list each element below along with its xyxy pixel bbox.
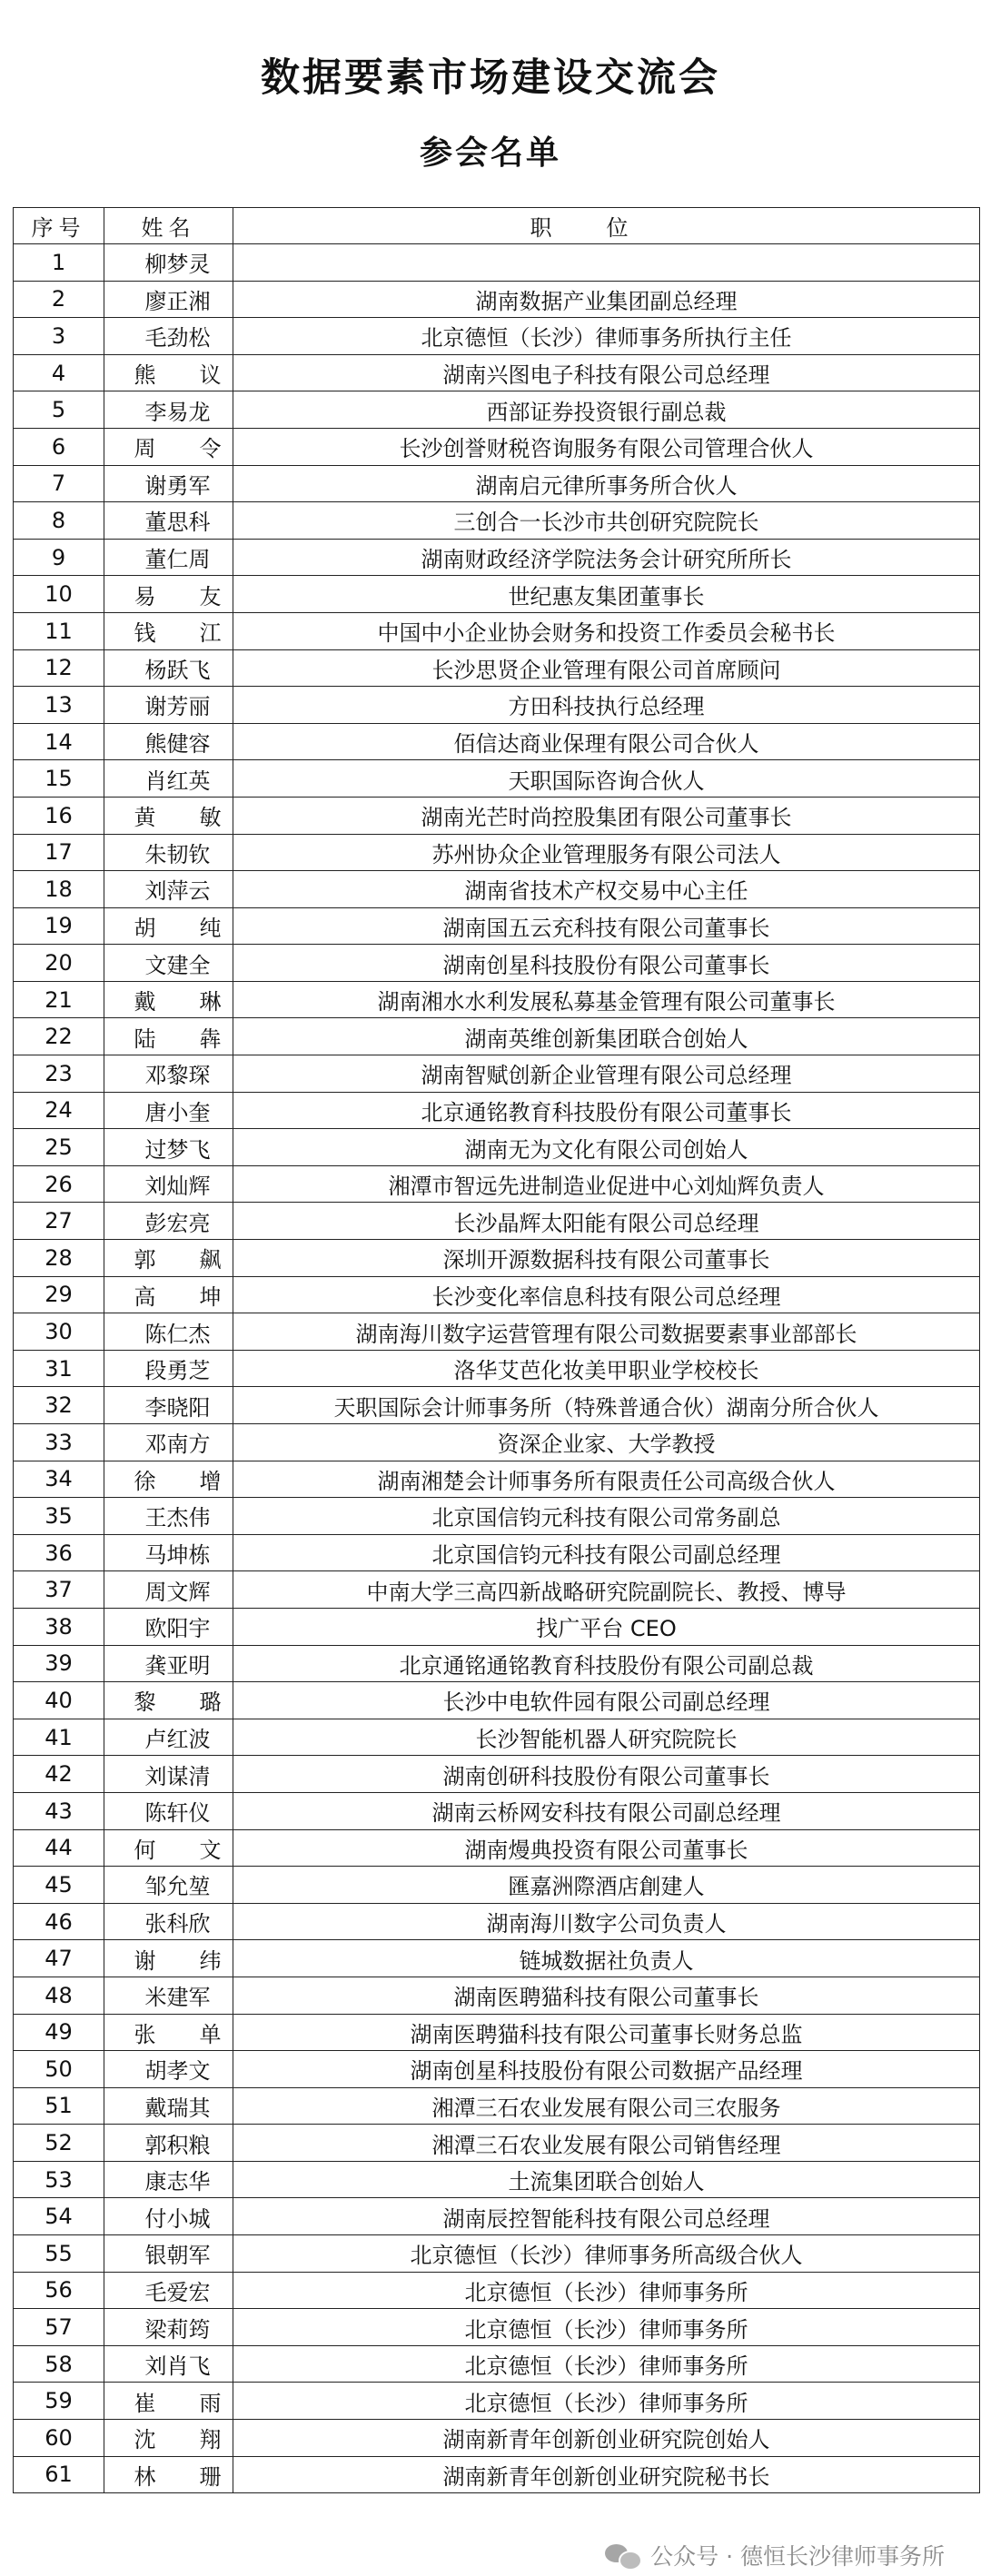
row-name: 龚亚明 [104, 1645, 233, 1682]
table-row [14, 1608, 980, 1645]
table-row [14, 1719, 980, 1756]
row-name: 周 令 [104, 428, 233, 465]
row-seq: 49 [14, 2014, 104, 2051]
row-seq: 12 [14, 649, 104, 687]
row-name: 杨跃飞 [104, 649, 233, 687]
row-position: 长沙智能机器人研究院院长 [233, 1719, 980, 1756]
row-position: 湖南启元律所事务所合伙人 [233, 465, 980, 502]
row-name: 谢 纬 [104, 1940, 233, 1977]
row-name: 马坤栋 [104, 1534, 233, 1571]
row-seq: 55 [14, 2235, 104, 2273]
table-row [14, 1571, 980, 1609]
table-row [14, 2456, 980, 2493]
table-row [14, 354, 980, 391]
table-row [14, 1792, 980, 1829]
row-seq: 38 [14, 1608, 104, 1645]
row-position: 找广平台 CEO [233, 1608, 980, 1645]
header-seq: 序号 [14, 208, 104, 244]
row-seq: 40 [14, 1682, 104, 1719]
row-position: 湖南海川数字运营管理有限公司数据要素事业部部长 [233, 1313, 980, 1351]
row-position: 湖南创研科技股份有限公司董事长 [233, 1756, 980, 1793]
row-position: 佰信达商业保理有限公司合伙人 [233, 723, 980, 760]
row-seq: 58 [14, 2345, 104, 2383]
row-seq: 51 [14, 2087, 104, 2125]
row-seq: 42 [14, 1756, 104, 1793]
row-seq: 9 [14, 539, 104, 576]
table-row [14, 576, 980, 613]
row-seq: 7 [14, 465, 104, 502]
table-row [14, 2198, 980, 2235]
header-position: 职位 [233, 208, 980, 244]
row-position: 三创合一长沙市共创研究院院长 [233, 502, 980, 540]
row-position: 洛华艾芭化妆美甲职业学校校长 [233, 1350, 980, 1387]
row-seq: 34 [14, 1461, 104, 1498]
row-position: 湖南海川数字公司负责人 [233, 1903, 980, 1940]
table-row [14, 2014, 980, 2051]
row-position: 链城数据社负责人 [233, 1940, 980, 1977]
row-position: 长沙思贤企业管理有限公司首席顾问 [233, 649, 980, 687]
table-row [14, 2125, 980, 2162]
row-position: 湖南辰控智能科技有限公司总经理 [233, 2198, 980, 2235]
row-seq: 46 [14, 1903, 104, 1940]
row-position: 湖南湘水水利发展私募基金管理有限公司董事长 [233, 981, 980, 1018]
row-name: 熊健容 [104, 723, 233, 760]
table-row [14, 2235, 980, 2273]
row-position: 长沙中电软件园有限公司副总经理 [233, 1682, 980, 1719]
table-row [14, 2420, 980, 2457]
row-name: 黄 敏 [104, 797, 233, 834]
document-subtitle: 参会名单 [419, 134, 561, 172]
row-name: 文建全 [104, 945, 233, 982]
row-name: 过梦飞 [104, 1129, 233, 1166]
table-row [14, 1682, 980, 1719]
row-name: 刘灿辉 [104, 1165, 233, 1203]
table-row [14, 2309, 980, 2346]
row-name: 彭宏亮 [104, 1203, 233, 1240]
row-name: 熊 议 [104, 354, 233, 391]
document-title: 数据要素市场建设交流会 [261, 55, 720, 101]
row-seq: 44 [14, 1829, 104, 1867]
table-row [14, 1829, 980, 1867]
row-position: 湖南兴图电子科技有限公司总经理 [233, 354, 980, 391]
table-row [14, 1129, 980, 1166]
wechat-icon [605, 2542, 641, 2568]
row-seq: 24 [14, 1092, 104, 1129]
row-seq: 26 [14, 1165, 104, 1203]
row-position: 土流集团联合创始人 [233, 2161, 980, 2198]
row-position: 中南大学三高四新战略研究院副院长、教授、博导 [233, 1571, 980, 1609]
row-name: 高 坤 [104, 1276, 233, 1313]
row-name: 刘谋清 [104, 1756, 233, 1793]
row-name: 戴瑞其 [104, 2087, 233, 2125]
row-name: 陆 犇 [104, 1018, 233, 1055]
table-row [14, 981, 980, 1018]
table-header-row [14, 208, 980, 244]
row-name: 欧阳宇 [104, 1608, 233, 1645]
row-position: 北京通铭通铭教育科技股份有限公司副总裁 [233, 1645, 980, 1682]
table-row [14, 649, 980, 687]
row-position [233, 244, 980, 282]
table-row [14, 539, 980, 576]
row-position: 北京德恒（长沙）律师事务所高级合伙人 [233, 2235, 980, 2273]
row-position: 西部证券投资银行副总裁 [233, 391, 980, 429]
table-row [14, 1756, 980, 1793]
table-row [14, 2272, 980, 2309]
row-seq: 17 [14, 834, 104, 871]
row-name: 邓黎琛 [104, 1055, 233, 1093]
row-name: 谢芳丽 [104, 687, 233, 724]
row-position: 北京德恒（长沙）律师事务所 [233, 2272, 980, 2309]
attendee-table [13, 207, 980, 2493]
row-position: 资深企业家、大学教授 [233, 1424, 980, 1461]
table-row [14, 2161, 980, 2198]
row-name: 张科欣 [104, 1903, 233, 1940]
row-name: 廖正湘 [104, 281, 233, 318]
row-seq: 43 [14, 1792, 104, 1829]
row-seq: 33 [14, 1424, 104, 1461]
row-seq: 53 [14, 2161, 104, 2198]
row-position: 湘潭市智远先进制造业促进中心刘灿辉负责人 [233, 1165, 980, 1203]
row-name: 易 友 [104, 576, 233, 613]
table-row [14, 945, 980, 982]
row-seq: 37 [14, 1571, 104, 1609]
row-name: 邹允堃 [104, 1867, 233, 1904]
row-name: 陈轩仪 [104, 1792, 233, 1829]
row-name: 崔 雨 [104, 2383, 233, 2420]
row-seq: 41 [14, 1719, 104, 1756]
row-position: 北京德恒（长沙）律师事务所 [233, 2345, 980, 2383]
footer-text: 公众号 · 德恒长沙律师事务所 [650, 2543, 945, 2570]
row-name: 戴 琳 [104, 981, 233, 1018]
header-name: 姓名 [104, 208, 233, 244]
row-position: 湖南智赋创新企业管理有限公司总经理 [233, 1055, 980, 1093]
row-name: 钱 江 [104, 612, 233, 649]
row-seq: 30 [14, 1313, 104, 1351]
row-position: 湖南创星科技股份有限公司数据产品经理 [233, 2051, 980, 2088]
row-position: 湘潭三石农业发展有限公司三农服务 [233, 2087, 980, 2125]
row-position: 湖南熳典投资有限公司董事长 [233, 1829, 980, 1867]
row-position: 湖南无为文化有限公司创始人 [233, 1129, 980, 1166]
row-seq: 39 [14, 1645, 104, 1682]
row-position: 湖南新青年创新创业研究院秘书长 [233, 2456, 980, 2493]
row-name: 康志华 [104, 2161, 233, 2198]
row-seq: 27 [14, 1203, 104, 1240]
table-row [14, 1977, 980, 2014]
table-row [14, 1092, 980, 1129]
table-row [14, 1018, 980, 1055]
row-seq: 36 [14, 1534, 104, 1571]
row-position: 湖南省技术产权交易中心主任 [233, 871, 980, 908]
row-name: 银朝军 [104, 2235, 233, 2273]
row-name: 毛劲松 [104, 318, 233, 355]
row-position: 匯嘉洲際酒店創建人 [233, 1867, 980, 1904]
row-position: 湖南光芒时尚控股集团有限公司董事长 [233, 797, 980, 834]
table-body [14, 244, 980, 2493]
row-name: 陈仁杰 [104, 1313, 233, 1351]
table-row [14, 1165, 980, 1203]
row-name: 林 珊 [104, 2456, 233, 2493]
row-seq: 50 [14, 2051, 104, 2088]
row-seq: 2 [14, 281, 104, 318]
row-name: 邓南方 [104, 1424, 233, 1461]
row-position: 北京德恒（长沙）律师事务所 [233, 2383, 980, 2420]
row-name: 董仁周 [104, 539, 233, 576]
table-row [14, 1903, 980, 1940]
table-row [14, 1203, 980, 1240]
row-position: 北京国信钧元科技有限公司常务副总 [233, 1498, 980, 1535]
table-row [14, 281, 980, 318]
row-seq: 52 [14, 2125, 104, 2162]
row-seq: 32 [14, 1387, 104, 1424]
row-seq: 8 [14, 502, 104, 540]
table-row [14, 1424, 980, 1461]
row-seq: 5 [14, 391, 104, 429]
row-position: 北京德恒（长沙）律师事务所 [233, 2309, 980, 2346]
row-seq: 61 [14, 2456, 104, 2493]
table-row [14, 1055, 980, 1093]
row-seq: 15 [14, 760, 104, 798]
row-name: 胡 纯 [104, 907, 233, 945]
row-position: 湘潭三石农业发展有限公司销售经理 [233, 2125, 980, 2162]
row-position: 湖南创星科技股份有限公司董事长 [233, 945, 980, 982]
row-seq: 14 [14, 723, 104, 760]
row-seq: 47 [14, 1940, 104, 1977]
table-row [14, 612, 980, 649]
table-row [14, 1645, 980, 1682]
row-name: 郭积粮 [104, 2125, 233, 2162]
table-row [14, 1313, 980, 1351]
table-row [14, 2345, 980, 2383]
row-seq: 60 [14, 2420, 104, 2457]
row-seq: 35 [14, 1498, 104, 1535]
row-name: 柳梦灵 [104, 244, 233, 282]
table-row [14, 1240, 980, 1277]
table-row [14, 2051, 980, 2088]
row-seq: 25 [14, 1129, 104, 1166]
table-row [14, 834, 980, 871]
row-name: 刘萍云 [104, 871, 233, 908]
table-row [14, 244, 980, 282]
row-position: 长沙创誉财税咨询服务有限公司管理合伙人 [233, 428, 980, 465]
row-seq: 22 [14, 1018, 104, 1055]
row-name: 胡孝文 [104, 2051, 233, 2088]
table-row [14, 687, 980, 724]
table-row [14, 797, 980, 834]
table-row [14, 1387, 980, 1424]
row-seq: 23 [14, 1055, 104, 1093]
row-seq: 54 [14, 2198, 104, 2235]
table-row [14, 1534, 980, 1571]
row-seq: 59 [14, 2383, 104, 2420]
row-name: 唐小奎 [104, 1092, 233, 1129]
table-row [14, 1350, 980, 1387]
row-seq: 57 [14, 2309, 104, 2346]
row-position: 中国中小企业协会财务和投资工作委员会秘书长 [233, 612, 980, 649]
row-name: 卢红波 [104, 1719, 233, 1756]
table-row [14, 428, 980, 465]
row-position: 长沙晶辉太阳能有限公司总经理 [233, 1203, 980, 1240]
table-row [14, 1940, 980, 1977]
row-seq: 20 [14, 945, 104, 982]
table-row [14, 465, 980, 502]
table-row [14, 2383, 980, 2420]
row-name: 董思科 [104, 502, 233, 540]
row-name: 朱韧钦 [104, 834, 233, 871]
row-position: 湖南财政经济学院法务会计研究所所长 [233, 539, 980, 576]
row-position: 世纪惠友集团董事长 [233, 576, 980, 613]
table-row [14, 2087, 980, 2125]
row-position: 北京国信钧元科技有限公司副总经理 [233, 1534, 980, 1571]
row-position: 湖南湘楚会计师事务所有限责任公司高级合伙人 [233, 1461, 980, 1498]
row-name: 毛爱宏 [104, 2272, 233, 2309]
row-position: 湖南新青年创新创业研究院创始人 [233, 2420, 980, 2457]
row-seq: 1 [14, 244, 104, 282]
row-position: 天职国际会计师事务所（特殊普通合伙）湖南分所合伙人 [233, 1387, 980, 1424]
row-name: 付小城 [104, 2198, 233, 2235]
table-row [14, 1498, 980, 1535]
table-row [14, 391, 980, 429]
row-name: 梁莉筠 [104, 2309, 233, 2346]
row-seq: 28 [14, 1240, 104, 1277]
table-row [14, 1867, 980, 1904]
row-position: 湖南云桥网安科技有限公司副总经理 [233, 1792, 980, 1829]
row-seq: 6 [14, 428, 104, 465]
table-row [14, 871, 980, 908]
row-seq: 21 [14, 981, 104, 1018]
row-name: 段勇芝 [104, 1350, 233, 1387]
table-row [14, 760, 980, 798]
row-seq: 4 [14, 354, 104, 391]
row-position: 湖南医聘猫科技有限公司董事长财务总监 [233, 2014, 980, 2051]
row-name: 刘肖飞 [104, 2345, 233, 2383]
row-name: 何 文 [104, 1829, 233, 1867]
table-row [14, 1461, 980, 1498]
row-name: 肖红英 [104, 760, 233, 798]
table-row [14, 1276, 980, 1313]
row-position: 长沙变化率信息科技有限公司总经理 [233, 1276, 980, 1313]
row-position: 北京德恒（长沙）律师事务所执行主任 [233, 318, 980, 355]
row-position: 湖南医聘猫科技有限公司董事长 [233, 1977, 980, 2014]
row-position: 苏州协众企业管理服务有限公司法人 [233, 834, 980, 871]
row-seq: 16 [14, 797, 104, 834]
table-row [14, 318, 980, 355]
row-position: 方田科技执行总经理 [233, 687, 980, 724]
row-seq: 19 [14, 907, 104, 945]
row-seq: 13 [14, 687, 104, 724]
row-seq: 45 [14, 1867, 104, 1904]
row-seq: 11 [14, 612, 104, 649]
table-row [14, 723, 980, 760]
row-name: 王杰伟 [104, 1498, 233, 1535]
table-row [14, 907, 980, 945]
row-seq: 48 [14, 1977, 104, 2014]
row-name: 沈 翔 [104, 2420, 233, 2457]
row-name: 李晓阳 [104, 1387, 233, 1424]
table-row [14, 502, 980, 540]
row-position: 湖南英维创新集团联合创始人 [233, 1018, 980, 1055]
row-seq: 3 [14, 318, 104, 355]
row-name: 张 单 [104, 2014, 233, 2051]
row-name: 李易龙 [104, 391, 233, 429]
row-position: 天职国际咨询合伙人 [233, 760, 980, 798]
row-name: 黎 璐 [104, 1682, 233, 1719]
row-name: 谢勇军 [104, 465, 233, 502]
row-seq: 29 [14, 1276, 104, 1313]
row-name: 周文辉 [104, 1571, 233, 1609]
row-seq: 56 [14, 2272, 104, 2309]
row-position: 湖南国五云充科技有限公司董事长 [233, 907, 980, 945]
row-position: 深圳开源数据科技有限公司董事长 [233, 1240, 980, 1277]
row-name: 徐 增 [104, 1461, 233, 1498]
row-position: 湖南数据产业集团副总经理 [233, 281, 980, 318]
row-seq: 31 [14, 1350, 104, 1387]
footer-watermark [605, 2539, 945, 2571]
row-position: 北京通铭教育科技股份有限公司董事长 [233, 1092, 980, 1129]
row-seq: 10 [14, 576, 104, 613]
row-seq: 18 [14, 871, 104, 908]
row-name: 郭 飙 [104, 1240, 233, 1277]
row-name: 米建军 [104, 1977, 233, 2014]
